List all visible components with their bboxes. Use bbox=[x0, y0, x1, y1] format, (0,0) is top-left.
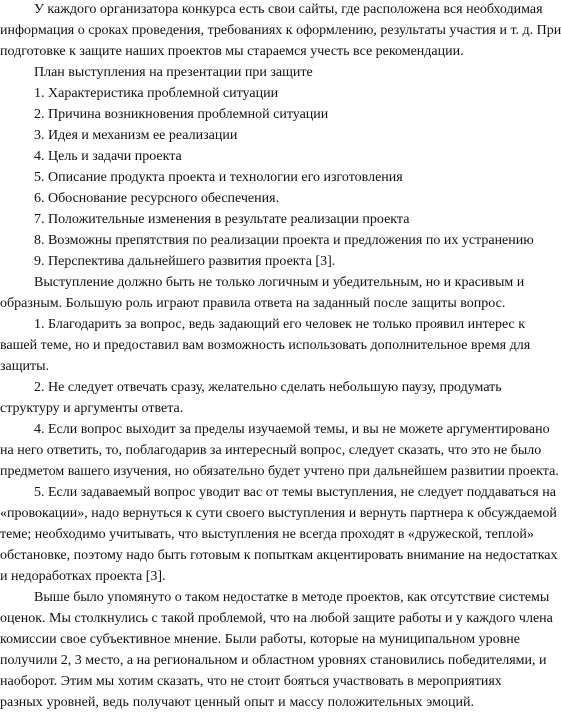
text-line: теме; необходимо учитывать, что выступления не всегда проходят в «дружеской, теплой» bbox=[0, 527, 534, 542]
text-line: оценок. Мы столкнулись с такой проблемой, что на любой защите работы и у каждого члена bbox=[0, 611, 553, 626]
text-line: 4. Если вопрос выходит за пределы изучаемой темы, и вы не можете аргументировано bbox=[34, 422, 550, 437]
text-line: обстановке, поэтому надо быть готовым к попыткам акцентировать внимание на недостатках bbox=[0, 548, 558, 563]
list-item: 8. Возможны препятствия по реализации проекта и предложения по их устранению bbox=[34, 233, 534, 248]
text-line: предметом вашего изучения, но обязательно будет учтено при дальнейшем развитии проекта. bbox=[0, 464, 559, 479]
list-item: 3. Идея и механизм ее реализации bbox=[34, 128, 238, 143]
text-line: 1. Благодарить за вопрос, ведь задающий его человек не только проявил интерес к bbox=[34, 317, 526, 332]
text-line: на него ответить, то, поблагодарив за интересный вопрос, следует сказать, что это не было bbox=[0, 443, 542, 458]
text-line: Выступление должно быть не только логичным и убедительным, но и красивым и bbox=[34, 275, 525, 290]
list-item: 5. Описание продукта проекта и технологии его изготовления bbox=[34, 170, 403, 185]
text-line: 2. Не следует отвечать сразу, желательно сделать небольшую паузу, продумать bbox=[34, 380, 502, 395]
text-line: образным. Большую роль играют правила ответа на заданный после защиты вопрос. bbox=[0, 296, 506, 311]
text-line: и недоработках проекта [3]. bbox=[0, 569, 166, 584]
text-line: План выступления на презентации при защите bbox=[34, 65, 313, 80]
text-line: комиссии свое субъективное мнение. Были работы, которые на муниципальном уровне bbox=[0, 632, 520, 647]
text-line: 5. Если задаваемый вопрос уводит вас от темы выступления, не следует поддаваться на bbox=[34, 485, 556, 500]
list-item: 7. Положительные изменения в результате реализации проекта bbox=[34, 212, 410, 227]
list-item: 9. Перспектива дальнейшего развития проекта [3]. bbox=[34, 254, 336, 269]
text-line: вашей теме, но и предоставил вам возможность использовать дополнительное время для bbox=[0, 338, 531, 353]
text-line: получили 2, 3 место, а на региональном и областном уровнях становились победителями, и bbox=[0, 653, 547, 668]
list-item: 1. Характеристика проблемной ситуации bbox=[34, 86, 279, 101]
text-line: Выше было упомянуто о таком недостатке в методе проектов, как отсутствие системы bbox=[34, 590, 550, 605]
list-item: 2. Причина возникновения проблемной ситуации bbox=[34, 107, 329, 122]
list-item: 4. Цель и задачи проекта bbox=[34, 149, 182, 164]
text-line: подготовке к защите наших проектов мы стараемся учесть все рекомендации. bbox=[0, 44, 464, 59]
text-line: разных уровней, ведь получают ценный опыт и массу положительных эмоций. bbox=[0, 695, 474, 710]
list-item: 6. Обоснование ресурсного обеспечения. bbox=[34, 191, 280, 206]
text-line: информация о сроках проведения, требованиях к оформлению, результаты участия и т. д. При bbox=[0, 23, 561, 38]
text-line: «провокации», надо вернуться к сути своего выступления и вернуть партнера к обсуждаемой bbox=[0, 506, 557, 521]
text-line: наоборот. Этим мы хотим сказать, что не стоит бояться участвовать в мероприятиях bbox=[0, 674, 502, 689]
text-line: структуру и аргументы ответа. bbox=[0, 401, 184, 416]
text-line: У каждого организатора конкурса есть свои сайты, где расположена вся необходимая bbox=[34, 2, 543, 17]
text-line: защиты. bbox=[0, 359, 50, 374]
